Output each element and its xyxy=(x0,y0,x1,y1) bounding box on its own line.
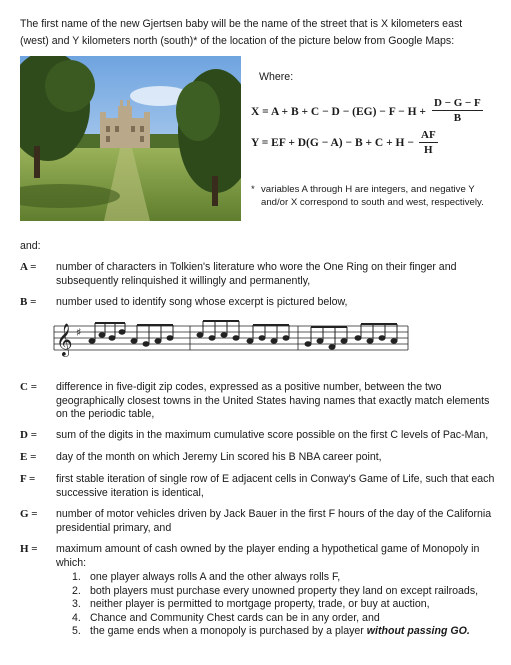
list-text: one player always rolls A and the other always rolls F, xyxy=(90,571,341,583)
list-item xyxy=(72,612,478,626)
list-text-emphasis: without passing GO. xyxy=(366,625,470,638)
var-a-definition: number of characters in Tolkien's literature who wore the One Ring on their finger and subsequently relinquished it willingly and permanently, xyxy=(56,261,457,287)
svg-text:𝄞: 𝄞 xyxy=(56,323,73,356)
list-item xyxy=(72,585,478,599)
var-g-definition: number of motor vehicles driven by Jack Bauer in the first F hours of the day of the California presidential primary, and xyxy=(56,508,492,534)
equation-y: Y = EF + D(G − A) − B + C + H − xyxy=(251,137,414,149)
equation-x-fraction xyxy=(432,97,483,124)
equation-x-denominator: B xyxy=(453,112,462,124)
list-item xyxy=(72,571,478,585)
list-number: 4. xyxy=(72,611,81,624)
list-number: 3. xyxy=(72,598,81,611)
var-h-label: H = xyxy=(20,543,38,555)
footnote-text: variables A through H are integers, and negative Y and/or X correspond to south and west, respectively. xyxy=(261,184,484,208)
var-e-label: E = xyxy=(20,451,37,463)
equation-y-fraction xyxy=(419,129,438,156)
var-c-label: C = xyxy=(20,381,37,393)
equation-x: X = A + B + C − D − (EG) − F − H + xyxy=(251,106,426,118)
var-c-definition: difference in five-digit zip codes, expressed as a positive number, between the two geographically closest towns in the United States having names that exactly match elements on the periodic table, xyxy=(56,381,490,420)
list-number: 5. xyxy=(72,625,81,638)
var-g-label: G = xyxy=(20,508,38,520)
sheet-music-excerpt xyxy=(52,316,410,360)
list-text-main: the game ends when a monopoly is purchased by a player xyxy=(90,625,364,638)
var-d-definition: sum of the digits in the maximum cumulative score possible on the first C levels of Pac-Man, xyxy=(56,429,489,441)
monopoly-conditions-list xyxy=(72,571,478,639)
var-e-definition: day of the month on which Jeremy Lin scored his B NBA career point, xyxy=(56,451,382,463)
equation-y-denominator: H xyxy=(424,144,433,156)
intro-paragraph: The first name of the new Gjertsen baby will be the name of the street that is X kilometers east (west) and Y kilometers north (south)* of the location of the picture below from Google Maps: xyxy=(20,18,463,47)
list-text: both players must purchase every unowned property they land on except railroads, xyxy=(90,584,479,597)
where-label: Where: xyxy=(259,71,294,83)
footnote xyxy=(251,183,496,209)
var-a-label: A = xyxy=(20,261,37,273)
var-b-label: B = xyxy=(20,296,37,308)
list-number: 1. xyxy=(72,571,81,583)
footnote-marker: * xyxy=(251,184,255,195)
var-h-definition: maximum amount of cash owned by the player ending a hypothetical game of Monopoly in which: xyxy=(56,543,480,569)
and-label: and: xyxy=(20,240,41,252)
list-number: 2. xyxy=(72,584,81,597)
list-text xyxy=(90,625,470,639)
var-f-label: F = xyxy=(20,473,36,485)
list-item xyxy=(72,598,478,612)
var-f-definition: first stable iteration of single row of E adjacent cells in Conway's Game of Life, such that each successive iteration is identical, xyxy=(56,473,495,499)
equation-x-numerator: D − G − F xyxy=(434,97,481,109)
var-b-definition: number used to identify song whose excerpt is pictured below, xyxy=(56,296,348,308)
equation-y-numerator: AF xyxy=(421,129,436,141)
list-item xyxy=(72,625,478,639)
svg-text:♯: ♯ xyxy=(76,326,82,339)
var-d-label: D = xyxy=(20,429,37,441)
list-text: Chance and Community Chest cards can be in any order, and xyxy=(90,611,380,624)
castle-landscape-photo xyxy=(20,56,241,221)
list-text: neither player is permitted to mortgage property, trade, or buy at auction, xyxy=(90,598,430,611)
